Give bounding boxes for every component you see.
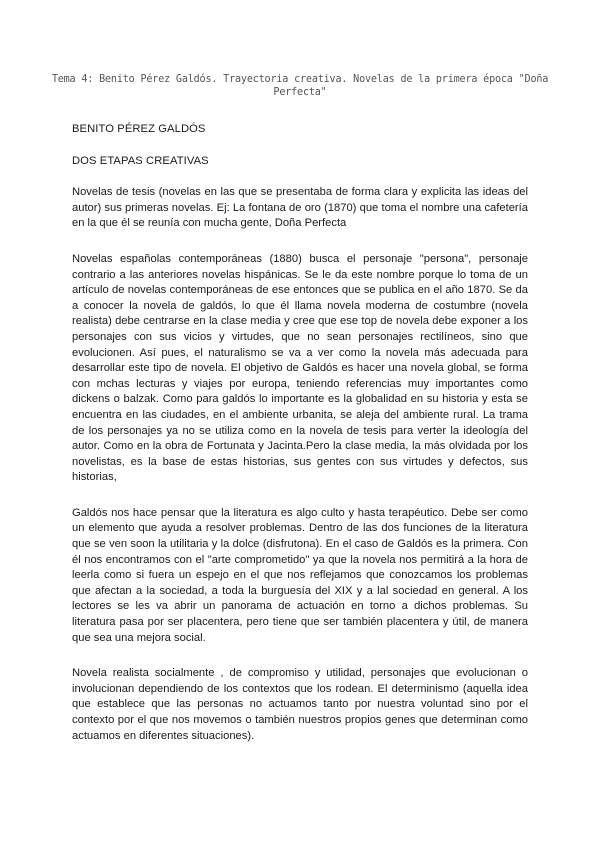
author-heading: BENITO PÉREZ GALDÓS: [72, 123, 206, 135]
document-body: [72, 122, 528, 758]
stages-heading: DOS ETAPAS CREATIVAS: [72, 154, 209, 167]
paragraph: Novelas de tesis (novelas en las que se presentaba de forma clara y explicita las ideas del autor) sus primeras novelas. Ej: La fontana de oro (1870) que toma el nombre una cafetería en la que él se reunía con mucha gente, Doña Perfecta: [72, 186, 528, 230]
paragraph: Novela realista socialmente , de compromiso y utilidad, personajes que evolucionan o involucionan dependiendo de los contextos que los rodean. El determinismo (aquella idea que establece que las personas no actuamos tanto por nuestra voluntad sino por el contexto por el que nos movemos o también nuestros propios genes que determinan como actuamos en diferentes situaciones).: [72, 667, 528, 742]
paragraph: Novelas españolas contemporáneas (1880) busca el personaje "persona", personaje contrario a las anteriores novelas hispánicas. Se le da este nombre porque lo toma de un artículo de novelas contemporáneas de ese entonces que se publica en el año 1870. Se da a conocer la novela de galdós, lo que él llama novela moderna de costumbre (novela realista) debe centrarse en la clase media y cree que ese top de novela debe exponer a los personajes con sus vicios y virtudes, que no sean personajes rectilíneos, sino que evolucionen. Así pues, el naturalismo se va a ver como la novela más adecuada para desarrollar este tipo de novela. El objetivo de Galdós es hacer una novela global, se forma con mchas lecturas y viajes por europa, teniendo referencias muy importantes como dickens o balzak. Como para galdós lo importante es la globalidad en su historia y esta se encuentra en las ciudades, en el ambiente urbanita, se aleja del ambiente rural. La trama de los personajes ya no se utiliza como en la novela de tesis para verter la ideología del autor. Como en la obra de Fortunata y Jacinta.Pero la clase media, la más olvidada por los novelistas, es la base de estas historias, sus gentes con sus virtudes y defectos, sus historias,: [72, 252, 528, 484]
paragraph: Galdós nos hace pensar que la literatura es algo culto y hasta terapéutico. Debe ser como un elemento que ayuda a resolver problemas. Dentro de las dos funciones de la literatura que se ven soon la utilitaria y la dolce (disfrutona). En el caso de Galdós es la primera. Con él nos encontramos con el "arte comprometido" ya que la novela nos permitirá a la hora de leerla como si fuera un espejo en el que nos reflejamos que conozcamos los problemas que afectan a la sociedad, a toda la burguesía del XIX y a lal sociedad en general. A los lectores se les va abrir un panorama de actuación en torno a dichos problemas. Su literatura pasa por ser placentera, pero tiene que ser también placentera y útil, de manera que sea una mejora social.: [72, 506, 528, 644]
document-title: Tema 4: Benito Pérez Galdós. Trayectoria creativa. Novelas de la primera época "Doña Perfecta": [51, 72, 549, 98]
